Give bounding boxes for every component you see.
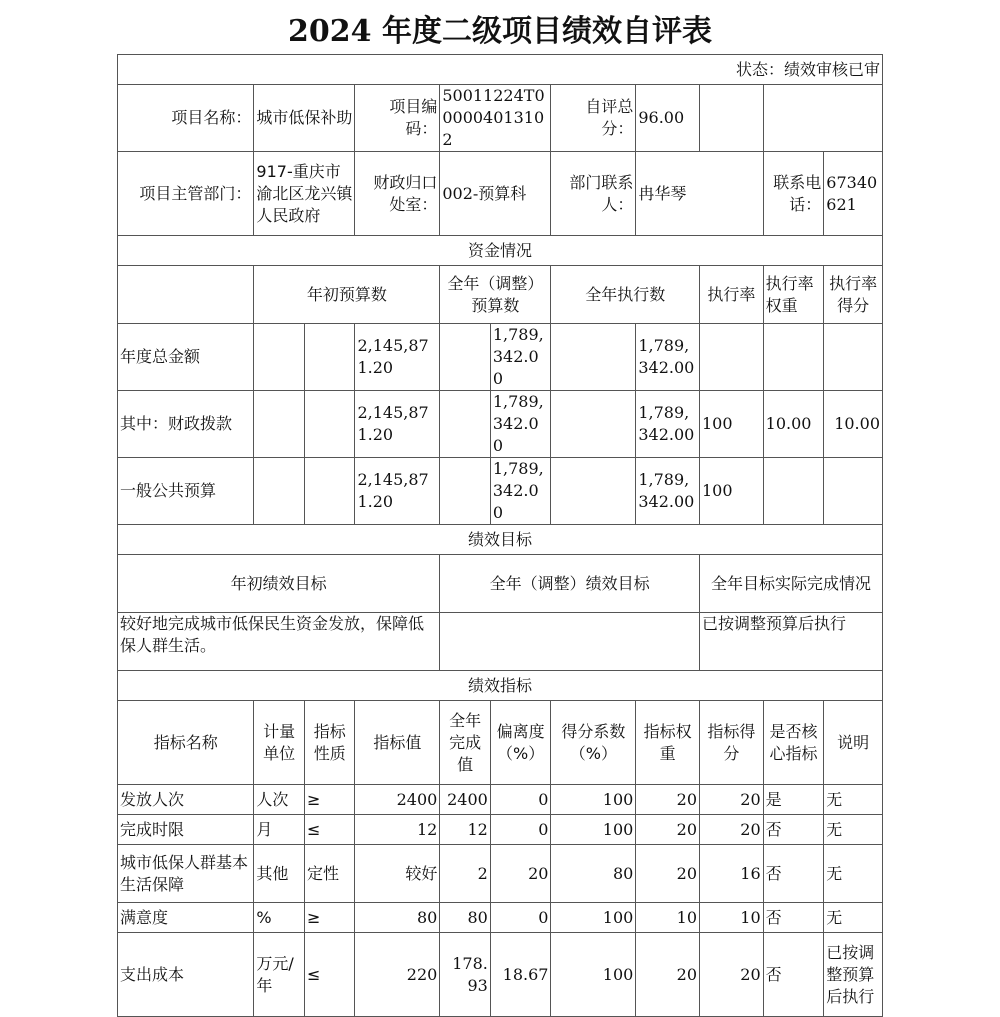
funds-header-rate: 执行率: [700, 266, 764, 324]
ind-core: 否: [763, 815, 824, 845]
project-name-value: 城市低保补助: [254, 85, 355, 152]
ind-header-note: 说明: [824, 701, 883, 785]
empty-cell: [304, 391, 355, 458]
funds-row-label: 年度总金额: [118, 324, 254, 391]
funds-weight: 10.00: [763, 391, 824, 458]
ind-weight: 20: [636, 845, 700, 903]
funds-header-adjusted: 全年（调整）预算数: [440, 266, 551, 324]
funds-initial: 2,145,871.20: [355, 458, 440, 525]
goals-adjusted: [440, 613, 700, 671]
evaluation-table: [117, 54, 883, 1017]
ind-unit: %: [254, 903, 305, 933]
ind-note: 无: [824, 845, 883, 903]
ind-coef: 100: [551, 785, 636, 815]
finance-label: 财政归口处室：: [355, 152, 440, 236]
funds-executed: 1,789,342.00: [636, 458, 700, 525]
ind-score: 20: [700, 933, 764, 1017]
funds-weight: [763, 324, 824, 391]
empty-cell: [254, 458, 305, 525]
ind-name: 支出成本: [118, 933, 254, 1017]
ind-nature: 定性: [304, 845, 355, 903]
ind-weight: 20: [636, 785, 700, 815]
funds-score: 10.00: [824, 391, 883, 458]
goals-header-adjusted: 全年（调整）绩效目标: [440, 555, 700, 613]
funds-header-score: 执行率得分: [824, 266, 883, 324]
self-score-value: 96.00: [636, 85, 700, 152]
ind-name: 完成时限: [118, 815, 254, 845]
ind-done: 2: [440, 845, 491, 903]
funds-rate: 100: [700, 391, 764, 458]
ind-header-value: 指标值: [355, 701, 440, 785]
ind-dev: 0: [490, 903, 551, 933]
contact-label: 部门联系人：: [551, 152, 636, 236]
ind-value: 2400: [355, 785, 440, 815]
funds-adjusted: 1,789,342.00: [490, 458, 551, 525]
ind-done: 12: [440, 815, 491, 845]
project-name-label: 项目名称：: [118, 85, 254, 152]
ind-score: 16: [700, 845, 764, 903]
ind-score: 20: [700, 785, 764, 815]
finance-value: 002-预算科: [440, 152, 551, 236]
ind-score: 10: [700, 903, 764, 933]
empty-cell: [254, 391, 305, 458]
table-row: [118, 845, 883, 903]
ind-nature: ≤: [304, 815, 355, 845]
dept-value: 917-重庆市渝北区龙兴镇人民政府: [254, 152, 355, 236]
ind-header-weight: 指标权重: [636, 701, 700, 785]
empty-cell: [763, 85, 882, 152]
empty-cell: [118, 266, 254, 324]
ind-weight: 20: [636, 815, 700, 845]
ind-score: 20: [700, 815, 764, 845]
ind-header-coef: 得分系数（%）: [551, 701, 636, 785]
goals-header-actual: 全年目标实际完成情况: [700, 555, 883, 613]
ind-unit: 万元/年: [254, 933, 305, 1017]
table-row: [118, 933, 883, 1017]
status-badge: 状态：绩效审核已审: [118, 55, 883, 85]
funds-executed: 1,789,342.00: [636, 324, 700, 391]
funds-initial: 2,145,871.20: [355, 391, 440, 458]
project-code-value: 50011224T000004013102: [440, 85, 551, 152]
funds-weight: [763, 458, 824, 525]
ind-unit: 其他: [254, 845, 305, 903]
ind-coef: 100: [551, 933, 636, 1017]
funds-row-label: 一般公共预算: [118, 458, 254, 525]
ind-header-name: 指标名称: [118, 701, 254, 785]
ind-coef: 100: [551, 903, 636, 933]
ind-value: 220: [355, 933, 440, 1017]
ind-core: 否: [763, 903, 824, 933]
ind-value: 80: [355, 903, 440, 933]
ind-header-done: 全年完成值: [440, 701, 491, 785]
table-row: [118, 785, 883, 815]
funds-executed: 1,789,342.00: [636, 391, 700, 458]
ind-header-unit: 计量单位: [254, 701, 305, 785]
ind-core: 是: [763, 785, 824, 815]
goals-initial: 较好地完成城市低保民生资金发放，保障低保人群生活。: [118, 613, 440, 671]
funds-adjusted: 1,789,342.00: [490, 391, 551, 458]
funds-row: [118, 324, 883, 391]
ind-value: 12: [355, 815, 440, 845]
empty-cell: [304, 324, 355, 391]
empty-cell: [700, 85, 764, 152]
goals-actual: 已按调整预算后执行: [700, 613, 883, 671]
ind-weight: 10: [636, 903, 700, 933]
ind-weight: 20: [636, 933, 700, 1017]
funds-row: [118, 391, 883, 458]
ind-nature: ≥: [304, 903, 355, 933]
ind-dev: 0: [490, 785, 551, 815]
ind-note: 无: [824, 815, 883, 845]
ind-header-dev: 偏离度（%）: [490, 701, 551, 785]
project-code-label: 项目编码：: [355, 85, 440, 152]
ind-nature: ≤: [304, 933, 355, 1017]
phone-value: 67340621: [824, 152, 883, 236]
table-row: [118, 903, 883, 933]
ind-unit: 月: [254, 815, 305, 845]
ind-name: 发放人次: [118, 785, 254, 815]
ind-coef: 100: [551, 815, 636, 845]
funds-initial: 2,145,871.20: [355, 324, 440, 391]
ind-core: 否: [763, 845, 824, 903]
ind-header-core: 是否核心指标: [763, 701, 824, 785]
empty-cell: [440, 324, 491, 391]
empty-cell: [551, 391, 636, 458]
ind-name: 满意度: [118, 903, 254, 933]
goals-header-initial: 年初绩效目标: [118, 555, 440, 613]
funds-header-executed: 全年执行数: [551, 266, 700, 324]
phone-label: 联系电话：: [763, 152, 824, 236]
ind-core: 否: [763, 933, 824, 1017]
funds-rate: [700, 324, 764, 391]
ind-coef: 80: [551, 845, 636, 903]
ind-note: 无: [824, 785, 883, 815]
funds-section-title: 资金情况: [118, 236, 883, 266]
ind-dev: 0: [490, 815, 551, 845]
ind-value: 较好: [355, 845, 440, 903]
ind-nature: ≥: [304, 785, 355, 815]
page-title: 2024 年度二级项目绩效自评表: [288, 14, 712, 49]
empty-cell: [551, 324, 636, 391]
ind-dev: 18.67: [490, 933, 551, 1017]
table-row: [118, 815, 883, 845]
indicators-section-title: 绩效指标: [118, 671, 883, 701]
ind-header-nature: 指标性质: [304, 701, 355, 785]
funds-header-weight: 执行率权重: [763, 266, 824, 324]
empty-cell: [254, 324, 305, 391]
ind-note: 已按调整预算后执行: [824, 933, 883, 1017]
empty-cell: [551, 458, 636, 525]
ind-name: 城市低保人群基本生活保障: [118, 845, 254, 903]
ind-done: 2400: [440, 785, 491, 815]
empty-cell: [304, 458, 355, 525]
funds-score: [824, 324, 883, 391]
funds-rate: 100: [700, 458, 764, 525]
self-score-label: 自评总分：: [551, 85, 636, 152]
ind-unit: 人次: [254, 785, 305, 815]
funds-header-initial: 年初预算数: [254, 266, 440, 324]
ind-dev: 20: [490, 845, 551, 903]
ind-done: 178.93: [440, 933, 491, 1017]
ind-done: 80: [440, 903, 491, 933]
ind-header-score: 指标得分: [700, 701, 764, 785]
funds-adjusted: 1,789,342.00: [490, 324, 551, 391]
ind-note: 无: [824, 903, 883, 933]
dept-label: 项目主管部门：: [118, 152, 254, 236]
funds-row-label: 其中：财政拨款: [118, 391, 254, 458]
funds-row: [118, 458, 883, 525]
empty-cell: [440, 391, 491, 458]
funds-score: [824, 458, 883, 525]
contact-value: 冉华琴: [636, 152, 763, 236]
empty-cell: [440, 458, 491, 525]
goals-section-title: 绩效目标: [118, 525, 883, 555]
